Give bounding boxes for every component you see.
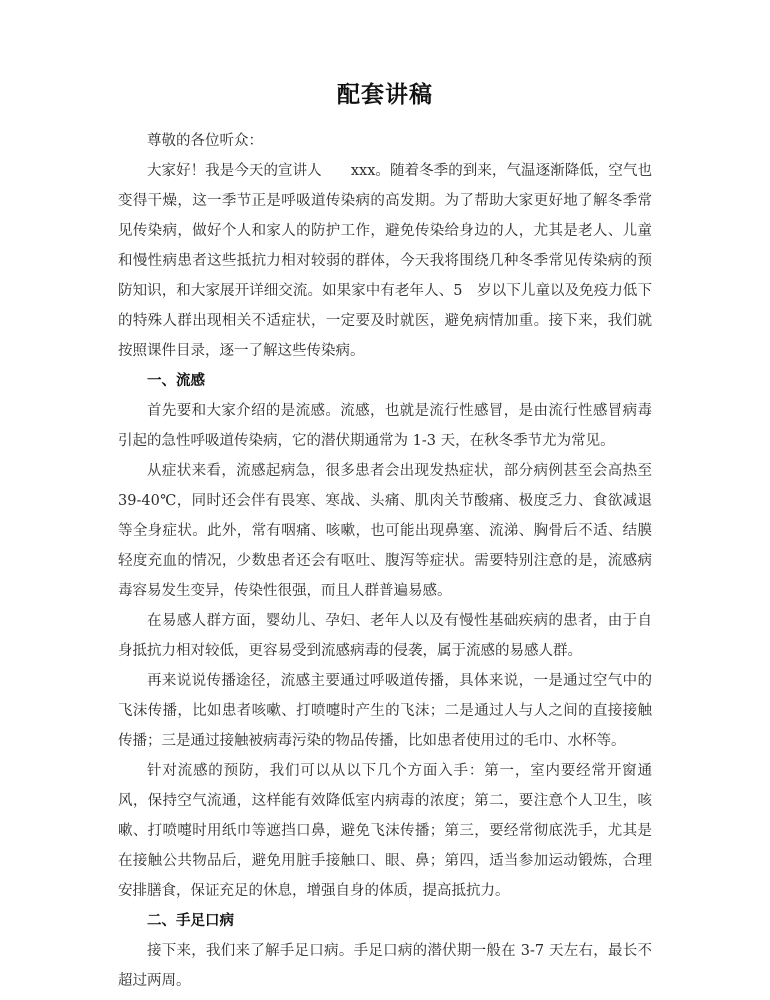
document-body	[118, 78, 681, 996]
section-heading-hfmd: 二、手足口病	[147, 912, 234, 929]
paragraph-flu-transmission: 再来说说传播途径，流感主要通过呼吸道传播，具体来说，一是通过空气中的飞沫传播，比如患者咳嗽、打喷嚏时产生的飞沫；二是通过人与人之间的直接接触传播；三是通过接触被病毒污染的物品传播，比如患者使用过的毛巾、水杯等。	[118, 673, 652, 749]
page-title: 配套讲稿	[337, 81, 433, 108]
paragraph-hfmd-intro: 接下来，我们来了解手足口病。手足口病的潜伏期一般在 3-7 天左右，最长不超过两周。	[118, 943, 652, 989]
paragraph-intro: 大家好！我是今天的宣讲人 xxx。随着冬季的到来，气温逐渐降低，空气也变得干燥，这一季节正是呼吸道传染病的高发期。为了帮助大家更好地了解冬季常见传染病，做好个人和家人的防护工作，避免传染给身边的人，尤其是老人、儿童和慢性病患者这些抵抗力相对较弱的群体，今天我将围绕几种冬季常见传染病的预防知识，和大家展开详细交流。如果家中有老年人、5 岁以下儿童以及免疫力低下的特殊人群出现相关不适症状，一定要及时就医，避免病情加重。接下来，我们就按照课件目录，逐一了解这些传染病。	[118, 163, 652, 359]
section-heading-influenza: 一、流感	[147, 372, 205, 389]
paragraph-flu-susceptible: 在易感人群方面，婴幼儿、孕妇、老年人以及有慢性基础疾病的患者，由于自身抵抗力相对较低，更容易受到流感病毒的侵袭，属于流感的易感人群。	[118, 613, 652, 659]
paragraph-flu-prevention: 针对流感的预防，我们可以从以下几个方面入手：第一，室内要经常开窗通风，保持空气流通，这样能有效降低室内病毒的浓度；第二，要注意个人卫生，咳嗽、打喷嚏时用纸巾等遮挡口鼻，避免飞沫传播；第三，要经常彻底洗手，尤其是在接触公共物品后，避免用脏手接触口、眼、鼻；第四，适当参加运动锻炼，合理安排膳食，保证充足的休息，增强自身的体质，提高抵抗力。	[118, 763, 652, 899]
paragraph-flu-definition: 首先要和大家介绍的是流感。流感，也就是流行性感冒，是由流行性感冒病毒引起的急性呼吸道传染病，它的潜伏期通常为 1-3 天，在秋冬季节尤为常见。	[118, 403, 652, 449]
paragraph-flu-symptoms: 从症状来看，流感起病急，很多患者会出现发热症状，部分病例甚至会高热至 39-40℃，同时还会伴有畏寒、寒战、头痛、肌肉关节酸痛、极度乏力、食欲减退等全身症状。此外，常有咽痛、咳嗽，也可能出现鼻塞、流涕、胸骨后不适、结膜轻度充血的情况，少数患者还会有呕吐、腹泻等症状。需要特别注意的是，流感病毒容易发生变异，传染性很强，而且人群普遍易感。	[118, 463, 681, 599]
salutation-line: 尊敬的各位听众：	[147, 133, 263, 149]
